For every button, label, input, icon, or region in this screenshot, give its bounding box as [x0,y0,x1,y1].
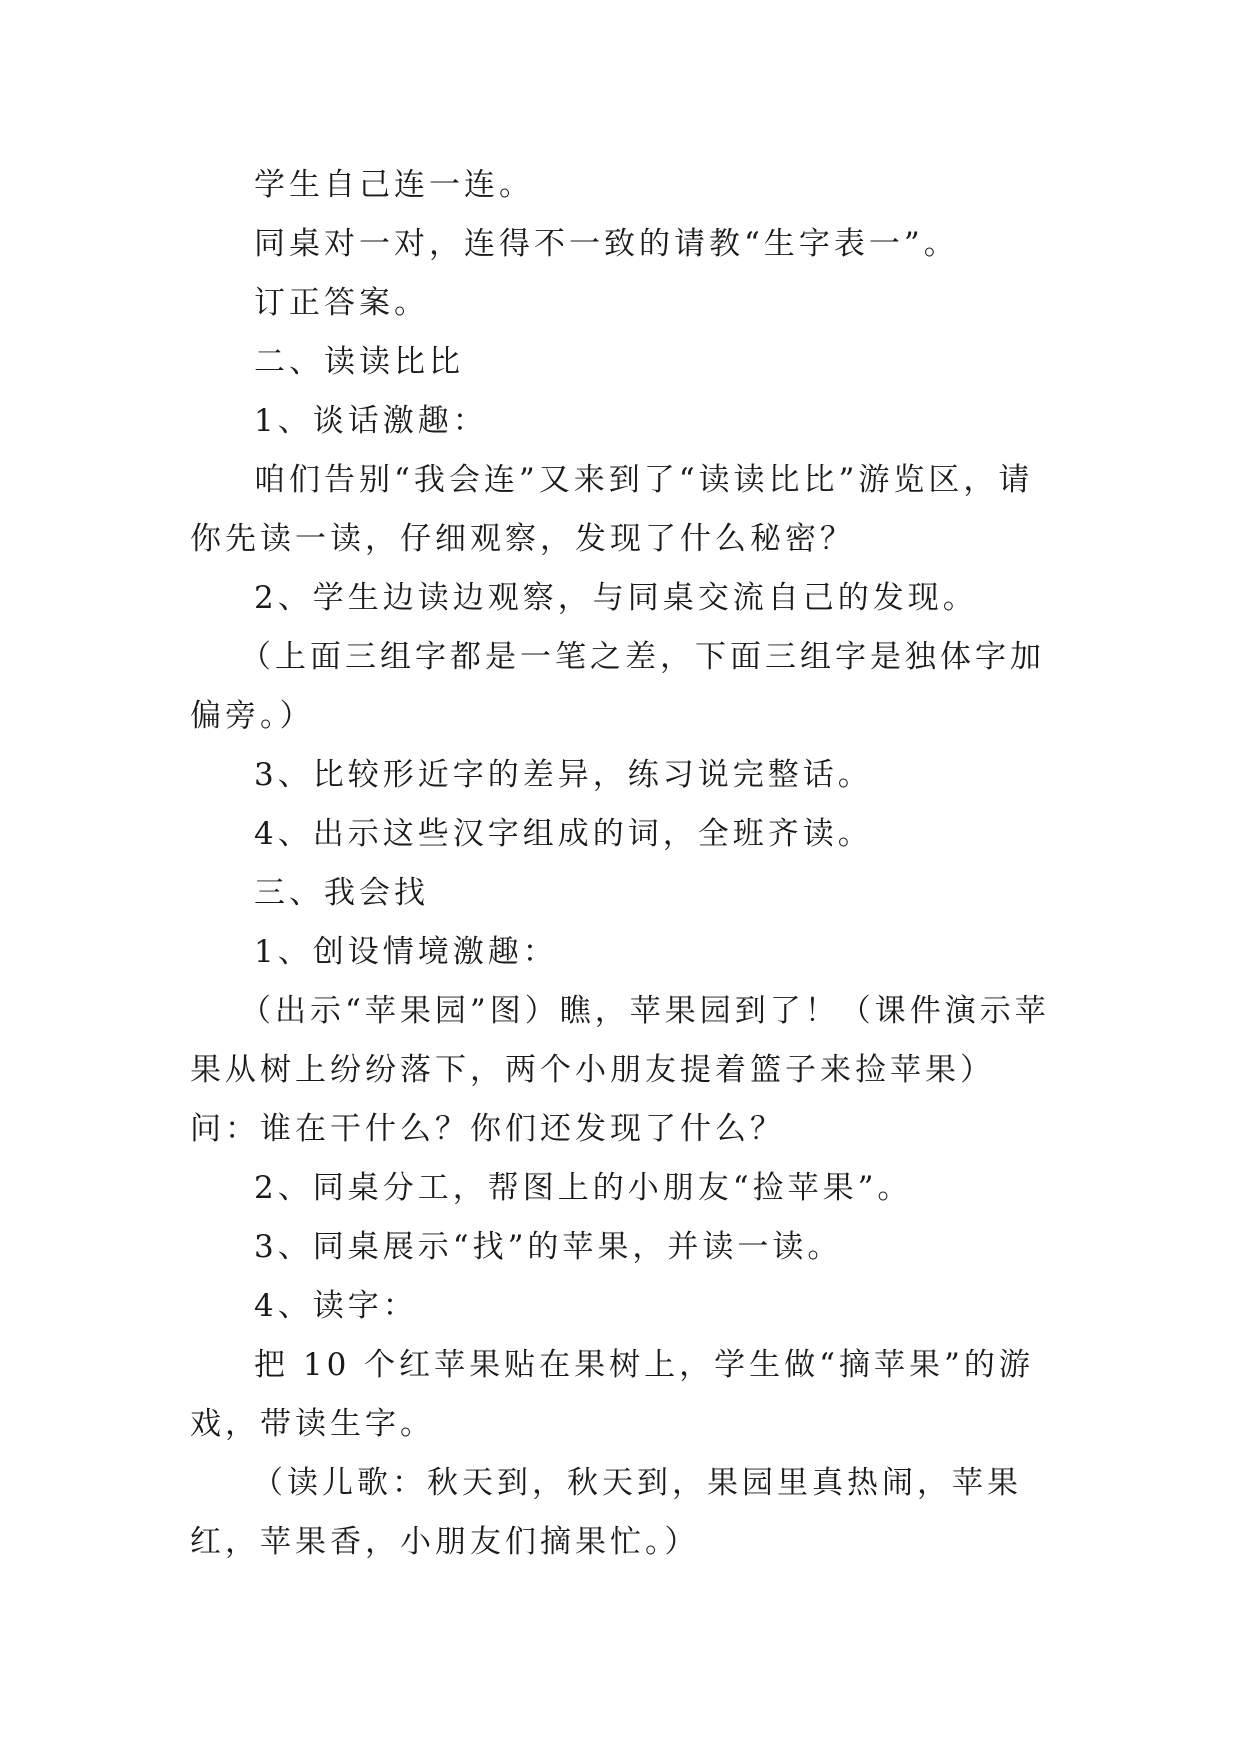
section-heading-3: 三、我会找 [254,875,429,911]
paragraph-16: 4、读字： [254,1288,418,1324]
paragraph-13: （出示“苹果园”图）瞧，苹果园到了！（课件演示苹果从树上纷纷落下，两个小朋友提着篮子来捡苹果）问：谁在干什么？你们还发现了什么？ [190,993,1050,1147]
paragraph-12: 1、创设情境激趣： [254,934,558,970]
paragraph-14: 2、同桌分工，帮图上的小朋友“捡苹果”。 [254,1170,913,1206]
paragraph-8: （上面三组字都是一笔之差，下面三组字是独体字加偏旁。） [190,639,1045,734]
paragraph-6: 咱们告别“我会连”又来到了“读读比比”游览区，请你先读一读，仔细观察，发现了什么秘密？ [190,462,1034,557]
paragraph-9: 3、比较形近字的差异，练习说完整话。 [254,757,873,793]
paragraph-7: 2、学生边读边观察，与同桌交流自己的发现。 [254,580,978,616]
paragraph-17: 把 10 个红苹果贴在果树上，学生做“摘苹果”的游戏，带读生字。 [190,1347,1034,1442]
paragraph-2: 同桌对一对，连得不一致的请教“生字表一”。 [254,226,959,262]
paragraph-3: 订正答案。 [254,285,429,321]
paragraph-15: 3、同桌展示“找”的苹果，并读一读。 [254,1229,843,1265]
paragraph-18: （读儿歌：秋天到，秋天到，果园里真热闹，苹果红，苹果香，小朋友们摘果忙。） [190,1465,1022,1560]
section-heading-2: 二、读读比比 [254,344,464,380]
document-body [190,156,1060,1572]
paragraph-10: 4、出示这些汉字组成的词，全班齐读。 [254,816,873,852]
paragraph-1: 学生自己连一连。 [254,167,534,203]
paragraph-5: 1、谈话激趣： [254,403,488,439]
